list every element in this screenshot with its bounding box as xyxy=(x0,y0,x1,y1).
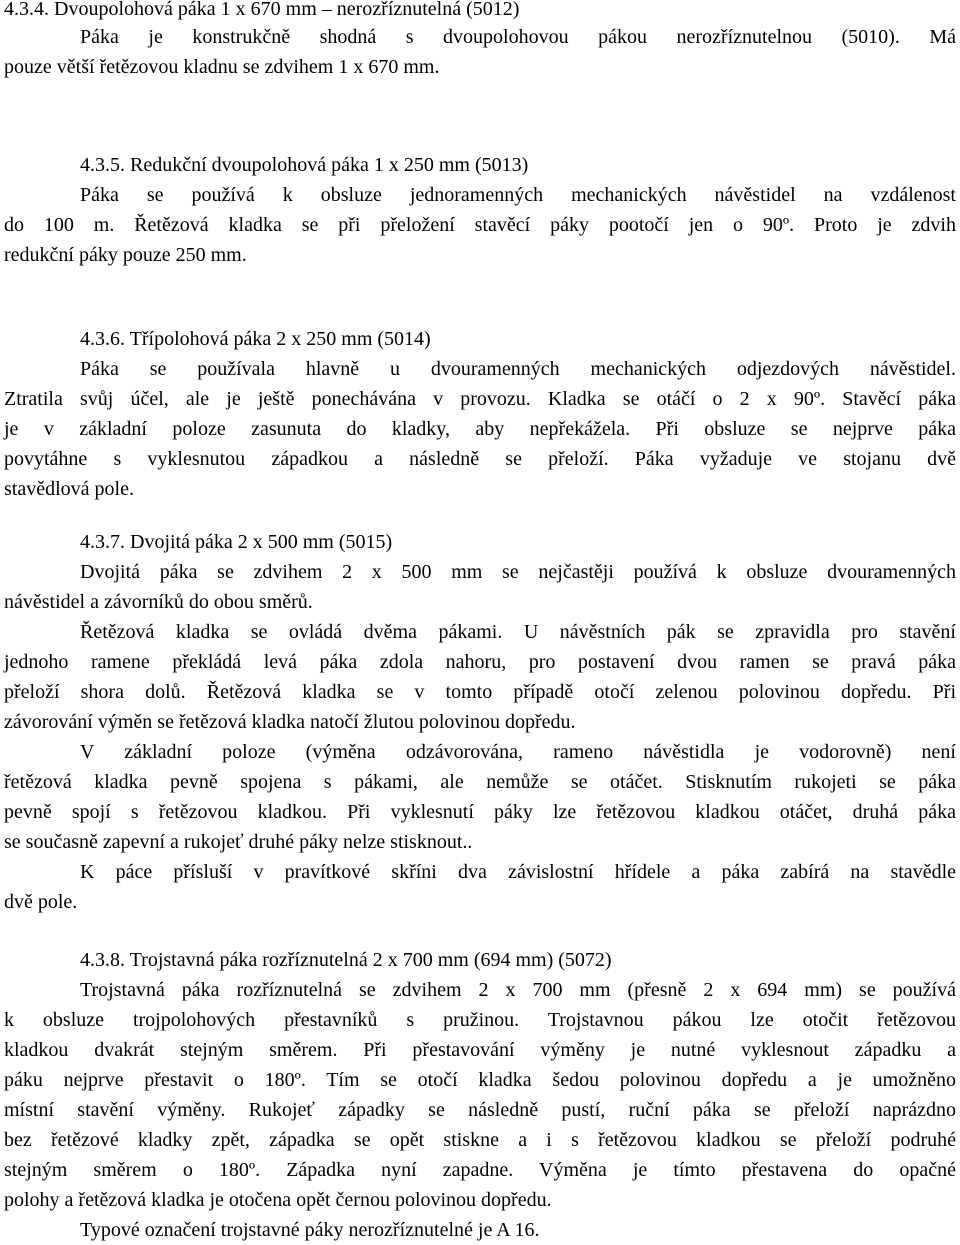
paragraph-line: přeloží shora dolů. Řetězová kladka se v tomto případě otočí zelenou polovinou dopředu. Při xyxy=(4,681,956,703)
paragraph-line: Páka je konstrukčně shodná s dvoupolohovou pákou nerozříznutelnou (5010). Má xyxy=(80,26,956,48)
paragraph-line: Páka se používá k obsluze jednoramenných mechanických návěstidel na vzdálenost xyxy=(80,184,956,206)
paragraph-line: povytáhne s vyklesnutou západkou a následně se přeloží. Páka vyžaduje ve stojanu dvě xyxy=(4,448,956,470)
paragraph-line: stavědlová pole. xyxy=(4,478,134,500)
paragraph-line: závorování výměn se řetězová kladka natočí žlutou polovinou dopředu. xyxy=(4,711,576,733)
section-heading: 4.3.8. Trojstavná páka rozříznutelná 2 x 700 mm (694 mm) (5072) xyxy=(80,949,612,971)
paragraph-line: k obsluze trojpolohových přestavníků s pružinou. Trojstavnou pákou lze otočit řetězovou xyxy=(4,1009,956,1031)
paragraph-line: je v základní poloze zasunuta do kladky, aby nepřekážela. Při obsluze se nejprve páka xyxy=(4,418,956,440)
paragraph-line: Ztratila svůj účel, ale je ještě ponechávána v provozu. Kladka se otáčí o 2 x 90º. Stavěcí páka xyxy=(4,388,956,410)
paragraph-line: místní stavění výměny. Rukojeť západky se následně pustí, ruční páka se přeloží naprázdno xyxy=(4,1099,956,1121)
paragraph-line: K páce přísluší v pravítkové skříni dva závislostní hřídele a páka zabírá na stavědle xyxy=(80,861,956,883)
paragraph-line: jednoho ramene překládá levá páka zdola nahoru, pro postavení dvou ramen se pravá páka xyxy=(4,651,956,673)
paragraph-line: řetězová kladka pevně spojena s pákami, ale nemůže se otáčet. Stisknutím rukojeti se páka xyxy=(4,771,956,793)
section-heading: 4.3.7. Dvojitá páka 2 x 500 mm (5015) xyxy=(80,531,393,553)
paragraph-line: páku nejprve přestavit o 180º. Tím se otočí kladka šedou polovinou dopředu a je umožněno xyxy=(4,1069,956,1091)
paragraph-line: V základní poloze (výměna odzávorována, rameno návěstidla je vodorovně) není xyxy=(80,741,956,763)
paragraph-line: do 100 m. Řetězová kladka se při přeložení stavěcí páky pootočí jen o 90º. Proto je zdvih xyxy=(4,214,956,236)
section-heading: 4.3.5. Redukční dvoupolohová páka 1 x 250 mm (5013) xyxy=(80,154,529,176)
paragraph-line: polohy a řetězová kladka je otočena opět černou polovinou dopředu. xyxy=(4,1189,552,1211)
paragraph-line: pouze větší řetězovou kladnu se zdvihem 1 x 670 mm. xyxy=(4,56,440,78)
section-heading: 4.3.6. Třípolohová páka 2 x 250 mm (5014) xyxy=(80,328,431,350)
paragraph-line: redukční páky pouze 250 mm. xyxy=(4,244,247,266)
paragraph-line: Typové označení trojstavné páky nerozříznutelné je A 16. xyxy=(80,1219,540,1241)
paragraph-line: bez řetězové kladky zpět, západka se opět stiskne a i s řetězovou kladkou se přeloží podruhé xyxy=(4,1129,956,1151)
paragraph-line: Řetězová kladka se ovládá dvěma pákami. U návěstních pák se zpravidla pro stavění xyxy=(80,621,956,643)
section-heading: 4.3.4. Dvoupolohová páka 1 x 670 mm – nerozříznutelná (5012) xyxy=(4,0,520,20)
paragraph-line: návěstidel a závorníků do obou směrů. xyxy=(4,591,313,613)
paragraph-line: se současně zapevní a rukojeť druhé páky nelze stisknout.. xyxy=(4,831,473,853)
paragraph-line: pevně spojí s řetězovou kladkou. Při vyklesnutí páky lze řetězovou kladkou otáčet, druhá páka xyxy=(4,801,956,823)
paragraph-line: Dvojitá páka se zdvihem 2 x 500 mm se nejčastěji používá k obsluze dvouramenných xyxy=(80,561,956,583)
paragraph-line: dvě pole. xyxy=(4,891,78,913)
paragraph-line: Trojstavná páka rozříznutelná se zdvihem 2 x 700 mm (přesně 2 x 694 mm) se používá xyxy=(80,979,956,1001)
paragraph-line: kladkou dvakrát stejným směrem. Při přestavování výměny je nutné vyklesnout západku a xyxy=(4,1039,956,1061)
paragraph-line: Páka se používala hlavně u dvouramenných mechanických odjezdových návěstidel. xyxy=(80,358,956,380)
paragraph-line: stejným směrem o 180º. Západka nyní zapadne. Výměna je tímto přestavena do opačné xyxy=(4,1159,956,1181)
